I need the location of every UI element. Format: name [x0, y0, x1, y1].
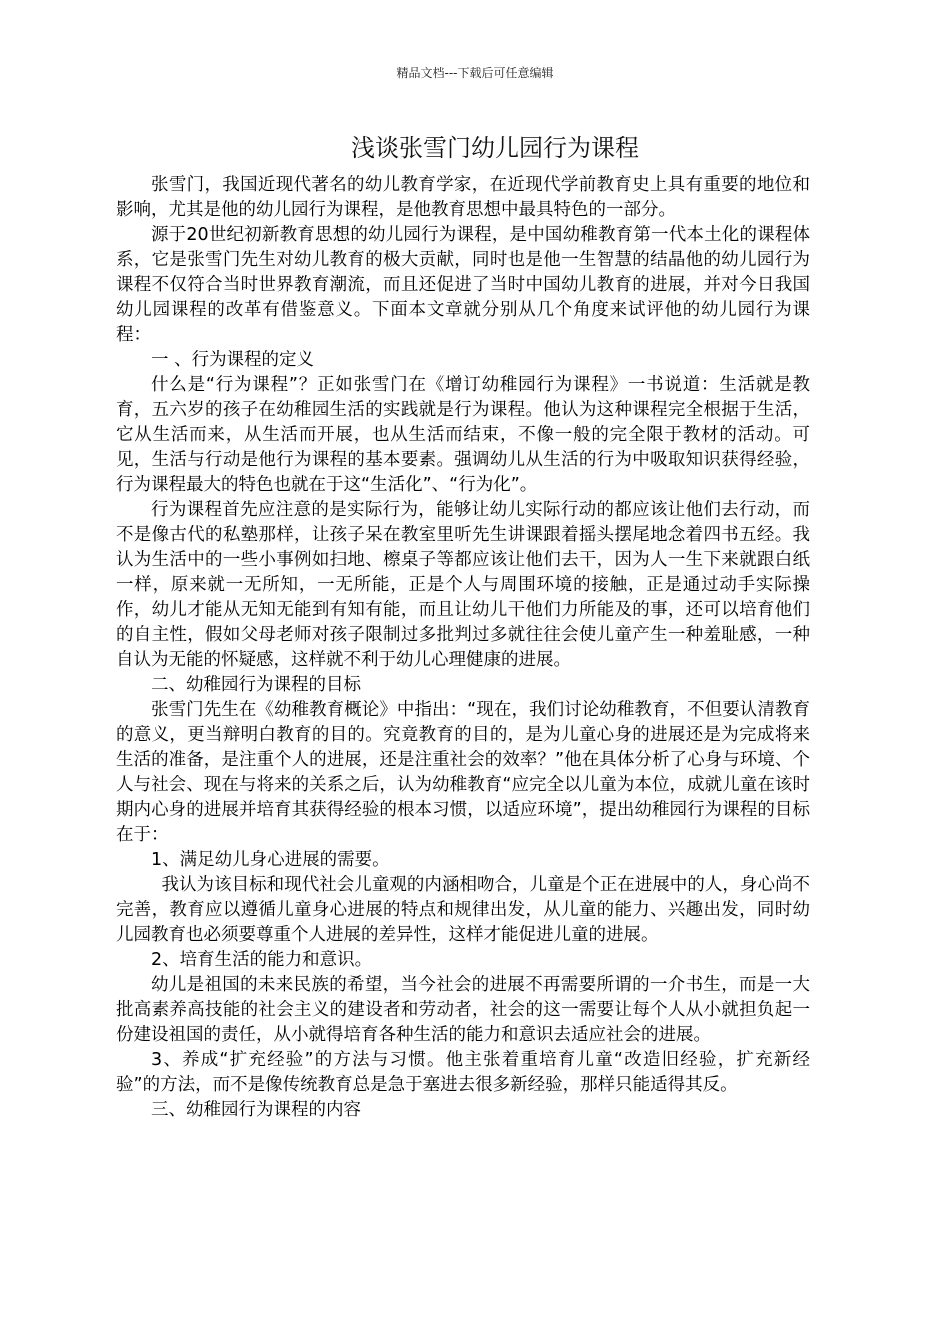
paragraph-origin: 源于20世纪初新教育思想的幼儿园行为课程，是中国幼稚教育第一代本土化的课程体系，它是张雪门先生对幼儿教育的极大贡献，同时也是他一生智慧的结晶他的幼儿园行为课程不仅符合当时世界教育潮流，而且还促进了当时中国幼儿教育的进展，并对今日我国幼儿园课程的改革有借鉴意义。下面本文章就分别从几个角度来试评他的幼儿园行为课程： — [116, 225, 810, 345]
paragraph-intro: 张雪门，我国近现代著名的幼儿教育学家，在近现代学前教育史上具有重要的地位和影响，尤其是他的幼儿园行为课程，是他教育思想中最具特色的一部分。 — [116, 175, 810, 220]
section-heading-goals: 二、幼稚园行为课程的目标 — [151, 675, 361, 695]
page-header: 精品文档---下载后可任意编辑 — [396, 66, 554, 80]
document-title: 浅谈张雪门幼儿园行为课程 — [351, 134, 639, 162]
section-heading-definition: 一 、行为课程的定义 — [151, 350, 315, 370]
document-body — [116, 173, 810, 1123]
goal-item-2: 2、培育生活的能力和意识。 — [151, 950, 373, 970]
paragraph-actual-behavior: 行为课程首先应注意的是实际行为，能够让幼儿实际行动的都应该让他们去行动，而不是像古代的私塾那样，让孩子呆在教室里听先生讲课跟着摇头摆尾地念着四书五经。我认为生活中的一些小事例如扫地、檫桌子等都应该让他们去干，因为人一生下来就跟白纸一样，原来就一无所知，一无所能，正是个人与周围环境的接触，正是通过动手实际操作，幼儿才能从无知无能到有知有能，而且让幼儿干他们力所能及的事，还可以培育他们的自主性，假如父母老师对孩子限制过多批判过多就往往会使儿童产生一种羞耻感，一种自认为无能的怀疑感，这样就不利于幼儿心理健康的进展。 — [116, 500, 810, 670]
goal-item-3: 3、养成“扩充经验”的方法与习惯。他主张着重培育儿童“改造旧经验，扩充新经验”的方法，而不是像传统教育总是急于塞进去很多新经验，那样只能适得其反。 — [116, 1050, 810, 1095]
paragraph-goal-1-comment: 我认为该目标和现代社会儿童观的内涵相吻合，儿童是个正在进展中的人，身心尚不完善，教育应以遵循儿童身心进展的特点和规律出发，从儿童的能力、兴趣出发，同时幼儿园教育也必须要尊重个人进展的差异性，这样才能促进儿童的进展。 — [116, 875, 810, 945]
goal-item-1: 1、满足幼儿身心进展的需要。 — [151, 850, 390, 870]
paragraph-goals: 张雪门先生在《幼稚教育概论》中指出：“现在，我们讨论幼稚教育，不但要认清教育的意义，更当辩明白教育的目的。究竟教育的目的，是为儿童心身的进展还是为完成将来生活的准备，是注重个人的进展，还是注重社会的效率？”他在具体分析了心身与环境、个人与社会、现在与将来的关系之后，认为幼稚教育“应完全以儿童为本位，成就儿童在该时期内心身的进展并培育其获得经验的根本习惯，以适应环境”，提出幼稚园行为课程的目标在于： — [116, 700, 810, 845]
section-heading-content: 三、幼稚园行为课程的内容 — [151, 1100, 361, 1120]
paragraph-goal-2-comment: 幼儿是祖国的未来民族的希望，当今社会的进展不再需要所谓的一介书生，而是一大批高素养高技能的社会主义的建设者和劳动者，社会的这一需要让每个人从小就担负起一份建设祖国的责任，从小就得培育各种生活的能力和意识去适应社会的进展。 — [116, 975, 810, 1045]
paragraph-definition: 什么是“行为课程”？正如张雪门在《增订幼稚园行为课程》一书说道：生活就是教育，五六岁的孩子在幼稚园生活的实践就是行为课程。他认为这种课程完全根据于生活，它从生活而来，从生活而开展，也从生活而结束，不像一般的完全限于教材的活动。可见，生活与行动是他行为课程的基本要素。强调幼儿从生活的行为中吸取知识获得经验，行为课程最大的特色也就在于这“生活化”、“行为化”。 — [116, 375, 810, 495]
